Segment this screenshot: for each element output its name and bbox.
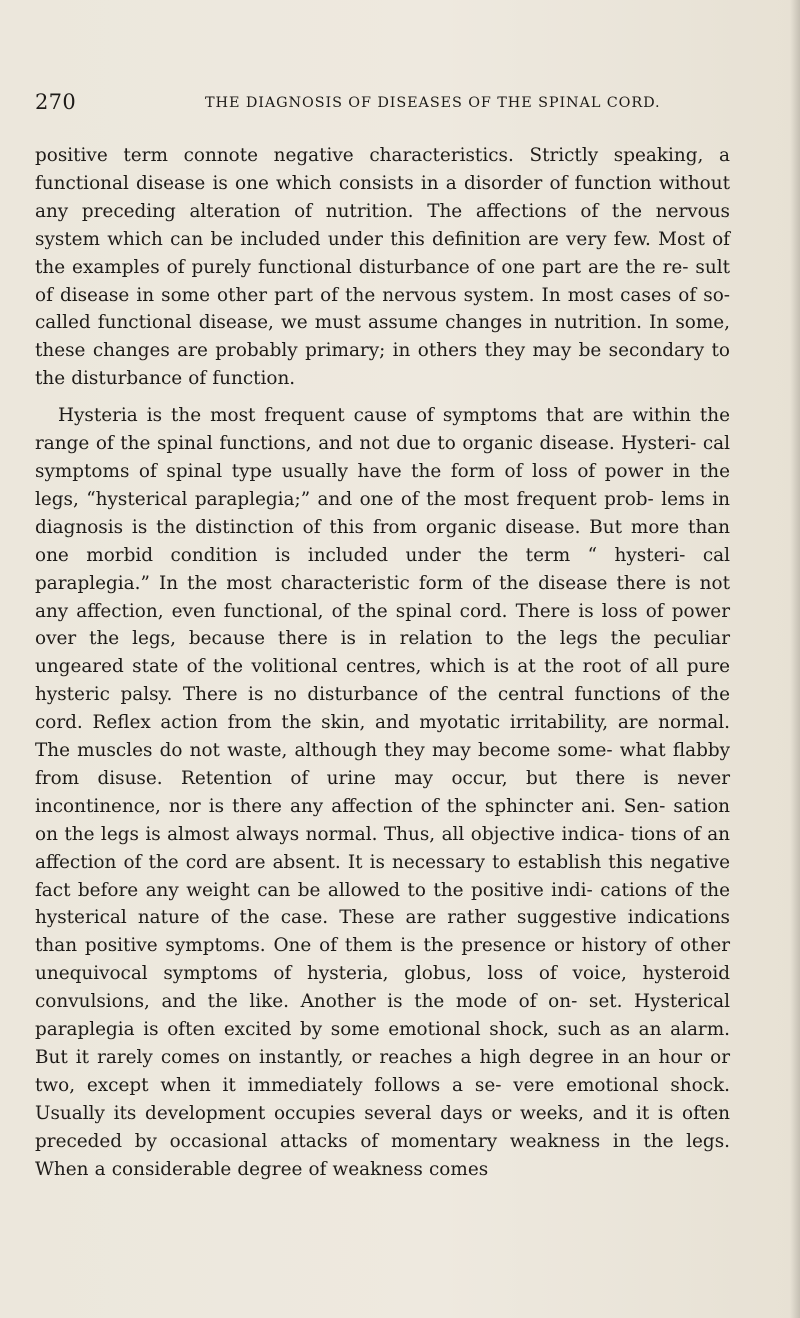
page-edge-shadow [790,0,800,1318]
page-number: 270 [35,90,76,114]
body-text [35,142,730,1184]
paragraph-functional-disease: positive term connote negative characteristics. Strictly speaking, a functional disease is one which consists in a disorder of function without any preceding alteration of nutrition. The affections of the nervous system which can be included under this definition are very few. Most of the examples of purely functional disturbance of one part are the re- sult of disease in some other part of the nervous system. In most cases of so-called functional disease, we must assume changes in nutrition. In some, these changes are probably primary; in others they may be secondary to the disturbance of function. [35,145,730,390]
running-header [35,90,735,114]
running-title: THE DIAGNOSIS OF DISEASES OF THE SPINAL CORD. [205,95,661,111]
paragraph-hysteria: Hysteria is the most frequent cause of symptoms that are within the range of the spinal functions, and not due to organic disease. Hysteri- cal symptoms of spinal type usually have the form of loss of power in the legs, “hysterical paraplegia;” and one of the most frequent prob- lems in diagnosis is the distinction of this from organic disease. But more than one morbid condition is included under the term “ hysteri- cal paraplegia.” In the most characteristic form of the disease there is not any affection, even functional, of the spinal cord. There is loss of power over the legs, because there is in relation to the legs the peculiar ungeared state of the volitional centres, which is at the root of all pure hysteric palsy. There is no disturbance of the central functions of the cord. Reflex action from the skin, and myotatic irritability, are normal. The muscles do not waste, although they may become some- what flabby from disuse. Retention of urine may occur, but there is never incontinence, nor is there any affection of the sphincter ani. Sen- sation on the legs is almost always normal. Thus, all objective indica- tions of an affection of the cord are absent. It is necessary to establish this negative fact before any weight can be allowed to the positive indi- cations of the hysterical nature of the case. These are rather suggestive indications than positive symptoms. One of them is the presence or history of other unequivocal symptoms of hysteria, globus, loss of voice, hysteroid convulsions, and the like. Another is the mode of on- set. Hysterical paraplegia is often excited by some emotional shock, such as an alarm. But it rarely comes on instantly, or reaches a high degree in an hour or two, except when it immediately follows a se- vere emotional shock. Usually its development occupies several days or weeks, and it is often preceded by occasional attacks of momentary weakness in the legs. When a considerable degree of weakness comes [35,405,730,1180]
